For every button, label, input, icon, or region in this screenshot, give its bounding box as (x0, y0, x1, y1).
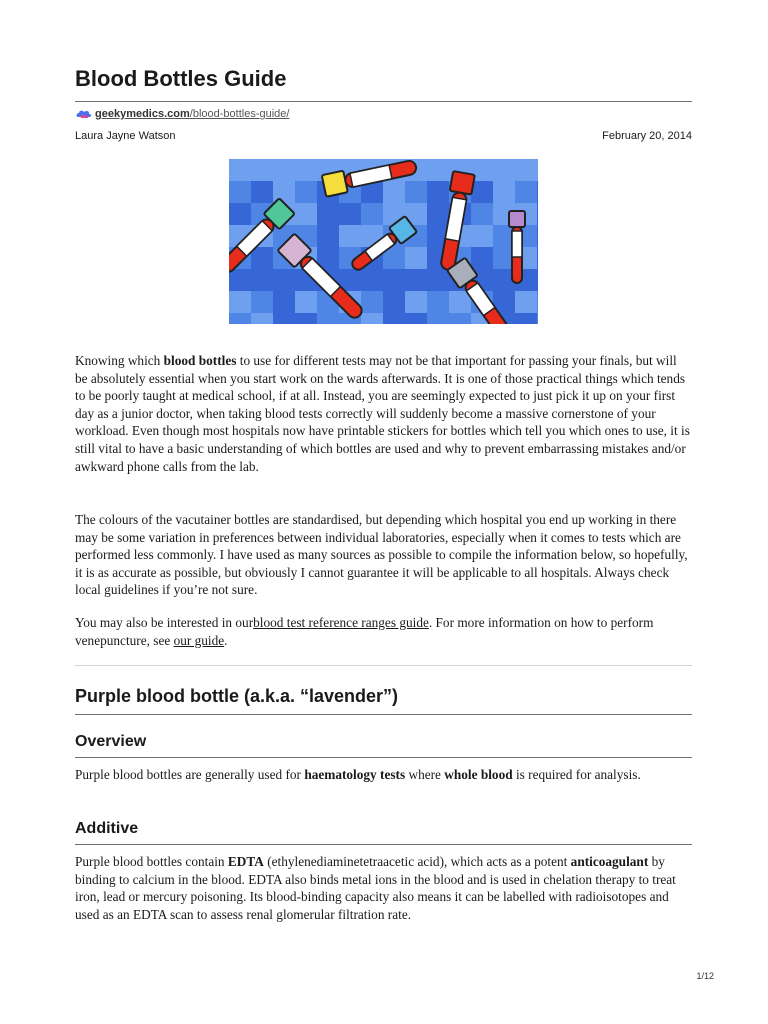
hero-tile (537, 269, 538, 291)
hero-tile (493, 159, 515, 181)
overview-heading-underline (75, 757, 692, 758)
hero-tile (405, 269, 427, 291)
hero-tile (383, 269, 405, 291)
hero-tile (295, 291, 317, 313)
hero-tile (273, 291, 295, 313)
page-title: Blood Bottles Guide (75, 66, 287, 91)
hero-tile (537, 291, 538, 313)
hero-tile (251, 313, 273, 324)
purple-bottle-heading-underline (75, 714, 692, 715)
hero-tile (515, 181, 537, 203)
hero-tile (361, 313, 383, 324)
hero-tile (251, 159, 273, 181)
source-line (75, 106, 289, 122)
hero-tile (295, 203, 317, 225)
hero-tile (251, 291, 273, 313)
hero-tile (229, 313, 251, 324)
purple-bottle-heading: Purple blood bottle (a.k.a. “lavender”) (75, 686, 399, 706)
hero-tile (383, 291, 405, 313)
hero-tile (405, 291, 427, 313)
hero-tile (273, 159, 295, 181)
byline (75, 130, 692, 142)
hero-tile (427, 313, 449, 324)
hero-tile (229, 269, 251, 291)
hero-tile (471, 203, 493, 225)
hero-tile (405, 247, 427, 269)
hero-tile (361, 291, 383, 313)
hero-tile (229, 181, 251, 203)
hero-tile (427, 269, 449, 291)
hero-tile (273, 269, 295, 291)
hero-tile (471, 225, 493, 247)
blood-bottles-emphasis: blood bottles (163, 353, 237, 368)
hero-tile (471, 181, 493, 203)
hero-tile (251, 247, 273, 269)
hero-tile (229, 159, 251, 181)
additive-heading: Additive (75, 820, 139, 837)
hero-image (229, 159, 538, 324)
hero-tile (361, 203, 383, 225)
hero-tile (295, 159, 317, 181)
hero-tile (317, 225, 339, 247)
title-divider (75, 101, 692, 102)
hero-tile (537, 313, 538, 324)
publish-date: February 20, 2014 (602, 130, 692, 142)
hero-tile (295, 181, 317, 203)
hero-tile (339, 203, 361, 225)
hero-tile (405, 181, 427, 203)
hero-tile (273, 313, 295, 324)
source-link[interactable]: geekymedics.com/blood-bottles-guide/ (95, 108, 290, 120)
section-separator (75, 665, 692, 666)
hero-tile (317, 313, 339, 324)
page-indicator: 1/12 (696, 971, 714, 981)
hero-tile (537, 247, 538, 269)
additive-paragraph: Purple blood bottles contain EDTA (ethylenediaminetetraacetic acid), which acts as a potent anticoagulant by binding to calcium in the blood. EDTA also binds metal ions in the blood and is used in chelation therapy to treat iron, lead or mercury poisoning. Its blood-binding capacity also means it can be labelled with radioisotopes and used as an EDTA scan to assess renal glomerular filtration rate. (75, 854, 676, 922)
purple-cap-tube (509, 211, 525, 283)
hero-tile (339, 225, 361, 247)
venepuncture-guide-link[interactable]: our guide (173, 632, 225, 648)
overview-heading: Overview (75, 733, 147, 750)
hero-tile (427, 181, 449, 203)
hero-tile (229, 203, 251, 225)
hero-tile (537, 203, 538, 225)
hero-tile (361, 269, 383, 291)
hero-tile (515, 313, 537, 324)
hero-tile (405, 313, 427, 324)
hero-tile (537, 225, 538, 247)
hero-tile (471, 247, 493, 269)
hero-tile (229, 291, 251, 313)
hero-tile (515, 291, 537, 313)
author: Laura Jayne Watson (75, 130, 176, 142)
hero-tile (427, 291, 449, 313)
intro-paragraph-1: Knowing which blood bottles to use for different tests may not be that important for passing your finals, but will be absolutely essential when you start work on the wards afterwards. It is one of those practical things which tends to be poorly taught at medical school, if at all. Instead, you are seemingly expected to just pick it up on your first day as a junior doctor, when taking blood tests correctly will suddenly become a massive cornerstone of your workload. Even though most hospitals now have printable stickers for bottles which tell you which ones to use, it is still vital to have a basic understanding of which bottles are used and why to prevent embarrassing mistakes and/or awkward phone calls from the lab. (75, 353, 690, 474)
hero-tile (383, 313, 405, 324)
hero-tile (427, 159, 449, 181)
hero-tile (251, 269, 273, 291)
intro-paragraph-3: You may also be interested in ourblood test reference ranges guide. For more information on how to perform venepuncture, see our guide. (75, 615, 654, 648)
hero-tile (537, 159, 538, 181)
hero-tile (273, 181, 295, 203)
hero-tile (251, 181, 273, 203)
hero-tile (493, 181, 515, 203)
reference-ranges-link[interactable]: blood test reference ranges guide (253, 615, 429, 630)
intro-paragraph-2: The colours of the vacutainer bottles are standardised, but depending which hospital you end up working in there may be some variation in preferences between individual laboratories, especially when it comes to tests which are performed less commonly. I have used as many sources as possible to compile the information below, so hopefully, it is as accurate as possible, but obviously I cannot guarantee it will be applicable to all hospitals. Always check local guidelines if you’re not sure. (75, 512, 688, 598)
hero-tile (383, 181, 405, 203)
hero-tile (515, 159, 537, 181)
hero-tile (295, 313, 317, 324)
hero-tile (317, 203, 339, 225)
geekymedics-logo-icon (75, 108, 93, 120)
overview-paragraph: Purple blood bottles are generally used for haematology tests where whole blood is required for analysis. (75, 767, 641, 782)
hero-tile (427, 203, 449, 225)
hero-tile (449, 313, 471, 324)
additive-heading-underline (75, 844, 692, 845)
hero-tile (537, 181, 538, 203)
